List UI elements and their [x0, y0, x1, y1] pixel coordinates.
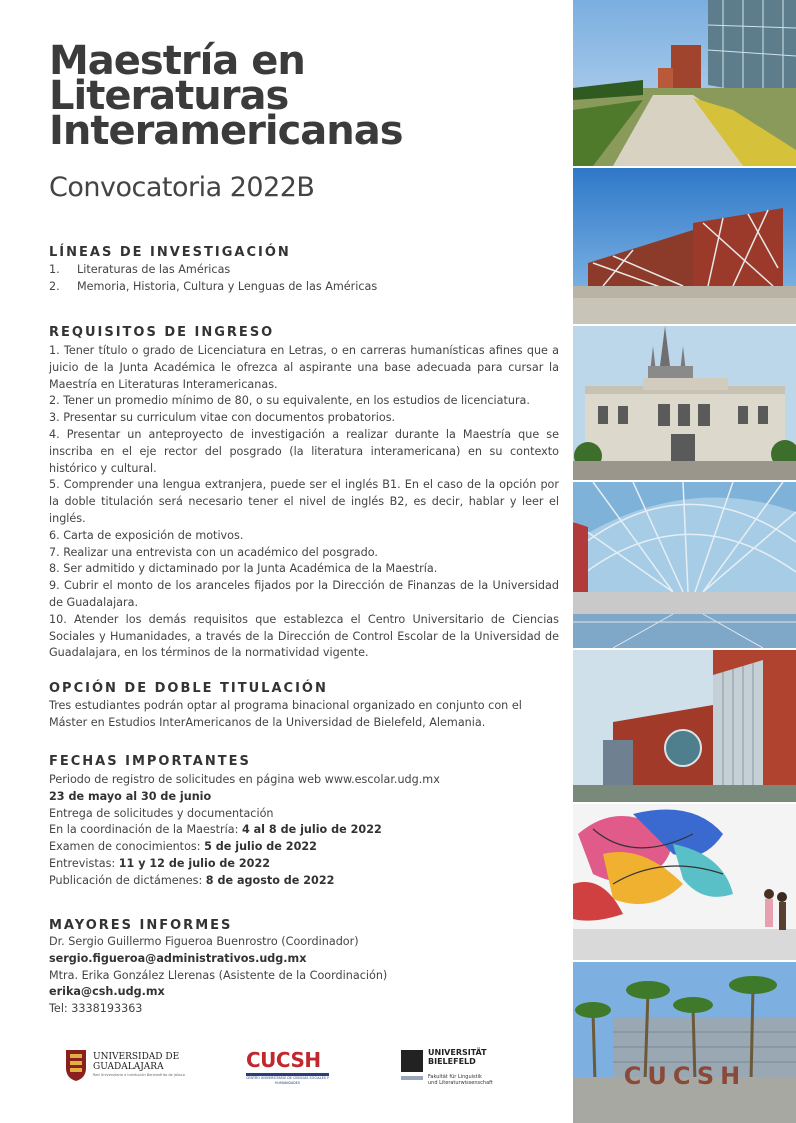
cucsh-tagline: CENTRO UNIVERSITARIO DE CIENCIAS SOCIALES Y HUMANIDADES	[246, 1076, 329, 1085]
bielefeld-bar-icon	[401, 1076, 423, 1080]
publicacion-date: 8 de agosto de 2022	[205, 873, 335, 887]
title-line-2: Literaturas	[49, 73, 289, 119]
bielefeld-square-icon	[401, 1050, 423, 1072]
page-title	[49, 38, 569, 154]
udg-shield-icon	[65, 1048, 87, 1082]
list-item: 2. Tener un promedio mínimo de 80, o su equivalente, en los estudios de licenciatura.	[49, 394, 530, 408]
bielefeld-faculty-line1: Fakultät für Linguistik	[428, 1074, 482, 1080]
bielefeld-name-line1: UNIVERSITÄT	[428, 1048, 487, 1057]
title-line-3: Interamericanas	[49, 108, 403, 154]
entrevistas-label: Entrevistas:	[49, 856, 119, 870]
coord-label: En la coordinación de la Maestría:	[49, 823, 242, 837]
cucsh-logo	[246, 1048, 329, 1086]
fechas-heading: FECHAS IMPORTANTES	[49, 754, 251, 769]
bielefeld-logo	[401, 1048, 493, 1086]
contact-asistente: Mtra. Erika González Llerenas (Asistente de la Coordinación)	[49, 968, 388, 982]
entrevistas-row	[49, 856, 559, 873]
list-item	[49, 262, 559, 279]
requisitos-heading: REQUISITOS DE INGRESO	[49, 325, 275, 340]
udg-logo	[65, 1048, 185, 1082]
list-item: 1. Tener título o grado de Licenciatura en Letras, o en carreras humanísticas afines que a juicio de la Junta Académica le ofrezca al aspirante una base adecuada para cursar la Maestría en Literaturas Interamericanas.	[49, 344, 559, 391]
registro-label: Periodo de registro de solicitudes en página web www.escolar.udg.mx	[49, 773, 440, 786]
coord-row	[49, 822, 559, 839]
photo-campus-walkway	[573, 0, 796, 166]
photo-cucsh-letters: CUCSH	[623, 1062, 747, 1090]
examen-label: Examen de conocimientos:	[49, 840, 205, 854]
list-item-number: 2.	[49, 279, 60, 293]
requisitos-list	[49, 343, 559, 662]
photo-historic-building	[573, 326, 796, 480]
entrevistas-date: 11 y 12 de julio de 2022	[118, 856, 271, 870]
logos-row	[49, 1048, 559, 1098]
doble-heading: OPCIÓN DE DOBLE TITULACIÓN	[49, 681, 328, 696]
informes-block	[49, 934, 559, 1018]
telephone: Tel: 3338193363	[49, 1002, 143, 1016]
lineas-heading: LÍNEAS DE INVESTIGACIÓN	[49, 245, 291, 260]
photo-glass-corridor	[573, 482, 796, 648]
bielefeld-name-line2: BIELEFELD	[428, 1057, 476, 1066]
contact-coordinador: Dr. Sergio Guillermo Figueroa Buenrostro (Coordinador)	[49, 935, 359, 948]
entrega-label: Entrega de solicitudes y documentación	[49, 806, 274, 820]
email-coordinador-link[interactable]: sergio.figueroa@administrativos.udg.mx	[49, 951, 307, 965]
photo-red-building	[573, 168, 796, 324]
examen-date: 5 de julio de 2022	[204, 840, 317, 854]
udg-name-line2: GUADALAJARA	[93, 1062, 164, 1072]
list-item: 9. Cubrir el monto de los aranceles fijados por la Dirección de Finanzas de la Universidad de Guadalajara.	[49, 579, 559, 609]
page-subtitle: Convocatoria 2022B	[49, 172, 315, 203]
list-item-text: Memoria, Historia, Cultura y Lenguas de las Américas	[77, 279, 378, 293]
bielefeld-faculty-line2: und Literaturwissenschaft	[428, 1080, 493, 1086]
examen-row	[49, 839, 559, 856]
list-item: 10. Atender los demás requisitos que establezca el Centro Universitario de Ciencias Sociales y Humanidades, a través de la Dirección de Control Escolar de la Universidad de Guadalajara, en los términos de la normatividad vigente.	[49, 612, 559, 660]
registro-date: 23 de mayo al 30 de junio	[49, 789, 212, 803]
publicacion-label: Publicación de dictámenes:	[49, 873, 206, 887]
list-item: 8. Ser admitido y dictaminado por la Junta Académica de la Maestría.	[49, 562, 438, 576]
udg-name-line1: UNIVERSIDAD DE	[93, 1052, 180, 1062]
title-line-1: Maestría en	[49, 38, 305, 84]
coord-date: 4 al 8 de julio de 2022	[241, 823, 382, 837]
photo-brick-building	[573, 650, 796, 802]
publicacion-row	[49, 873, 559, 890]
lineas-list	[49, 262, 559, 296]
cucsh-wordmark: CUCSH	[246, 1048, 321, 1072]
list-item: 3. Presentar su curriculum vitae con documentos probatorios.	[49, 411, 396, 425]
list-item-number: 1.	[49, 263, 60, 276]
bielefeld-faculty	[428, 1074, 493, 1086]
udg-tagline: Red Universitaria e Institución Benemérita de Jalisco	[93, 1073, 185, 1077]
list-item: 7. Realizar una entrevista con un académico del posgrado.	[49, 545, 378, 559]
list-item	[49, 279, 559, 296]
doble-text: Tres estudiantes podrán optar al programa binacional organizado en conjunto con el Máster en Estudios InterAmericanos de la Universidad de Bielefeld, Alemania.	[49, 699, 522, 729]
list-item: 6. Carta de exposición de motivos.	[49, 528, 244, 542]
fechas-block	[49, 772, 559, 890]
list-item: 5. Comprender una lengua extranjera, puede ser el inglés B1. En el caso de la opción por la doble titulación será necesario tener el nivel de inglés B2, es decir, hablar y leer el inglés.	[49, 478, 559, 525]
photo-cucsh-sign	[573, 962, 796, 1123]
photo-mural-students	[573, 804, 796, 960]
email-asistente-link[interactable]: erika@csh.udg.mx	[49, 985, 165, 999]
list-item: 4. Presentar un anteproyecto de investigación a realizar durante la Maestría que se inscriba en el eje rector del posgrado (la literatura interamericana) en su contexto histórico y cultural.	[49, 427, 559, 475]
list-item-text: Literaturas de las Américas	[77, 263, 231, 276]
photo-column	[573, 0, 796, 1123]
informes-heading: MAYORES INFORMES	[49, 918, 233, 933]
